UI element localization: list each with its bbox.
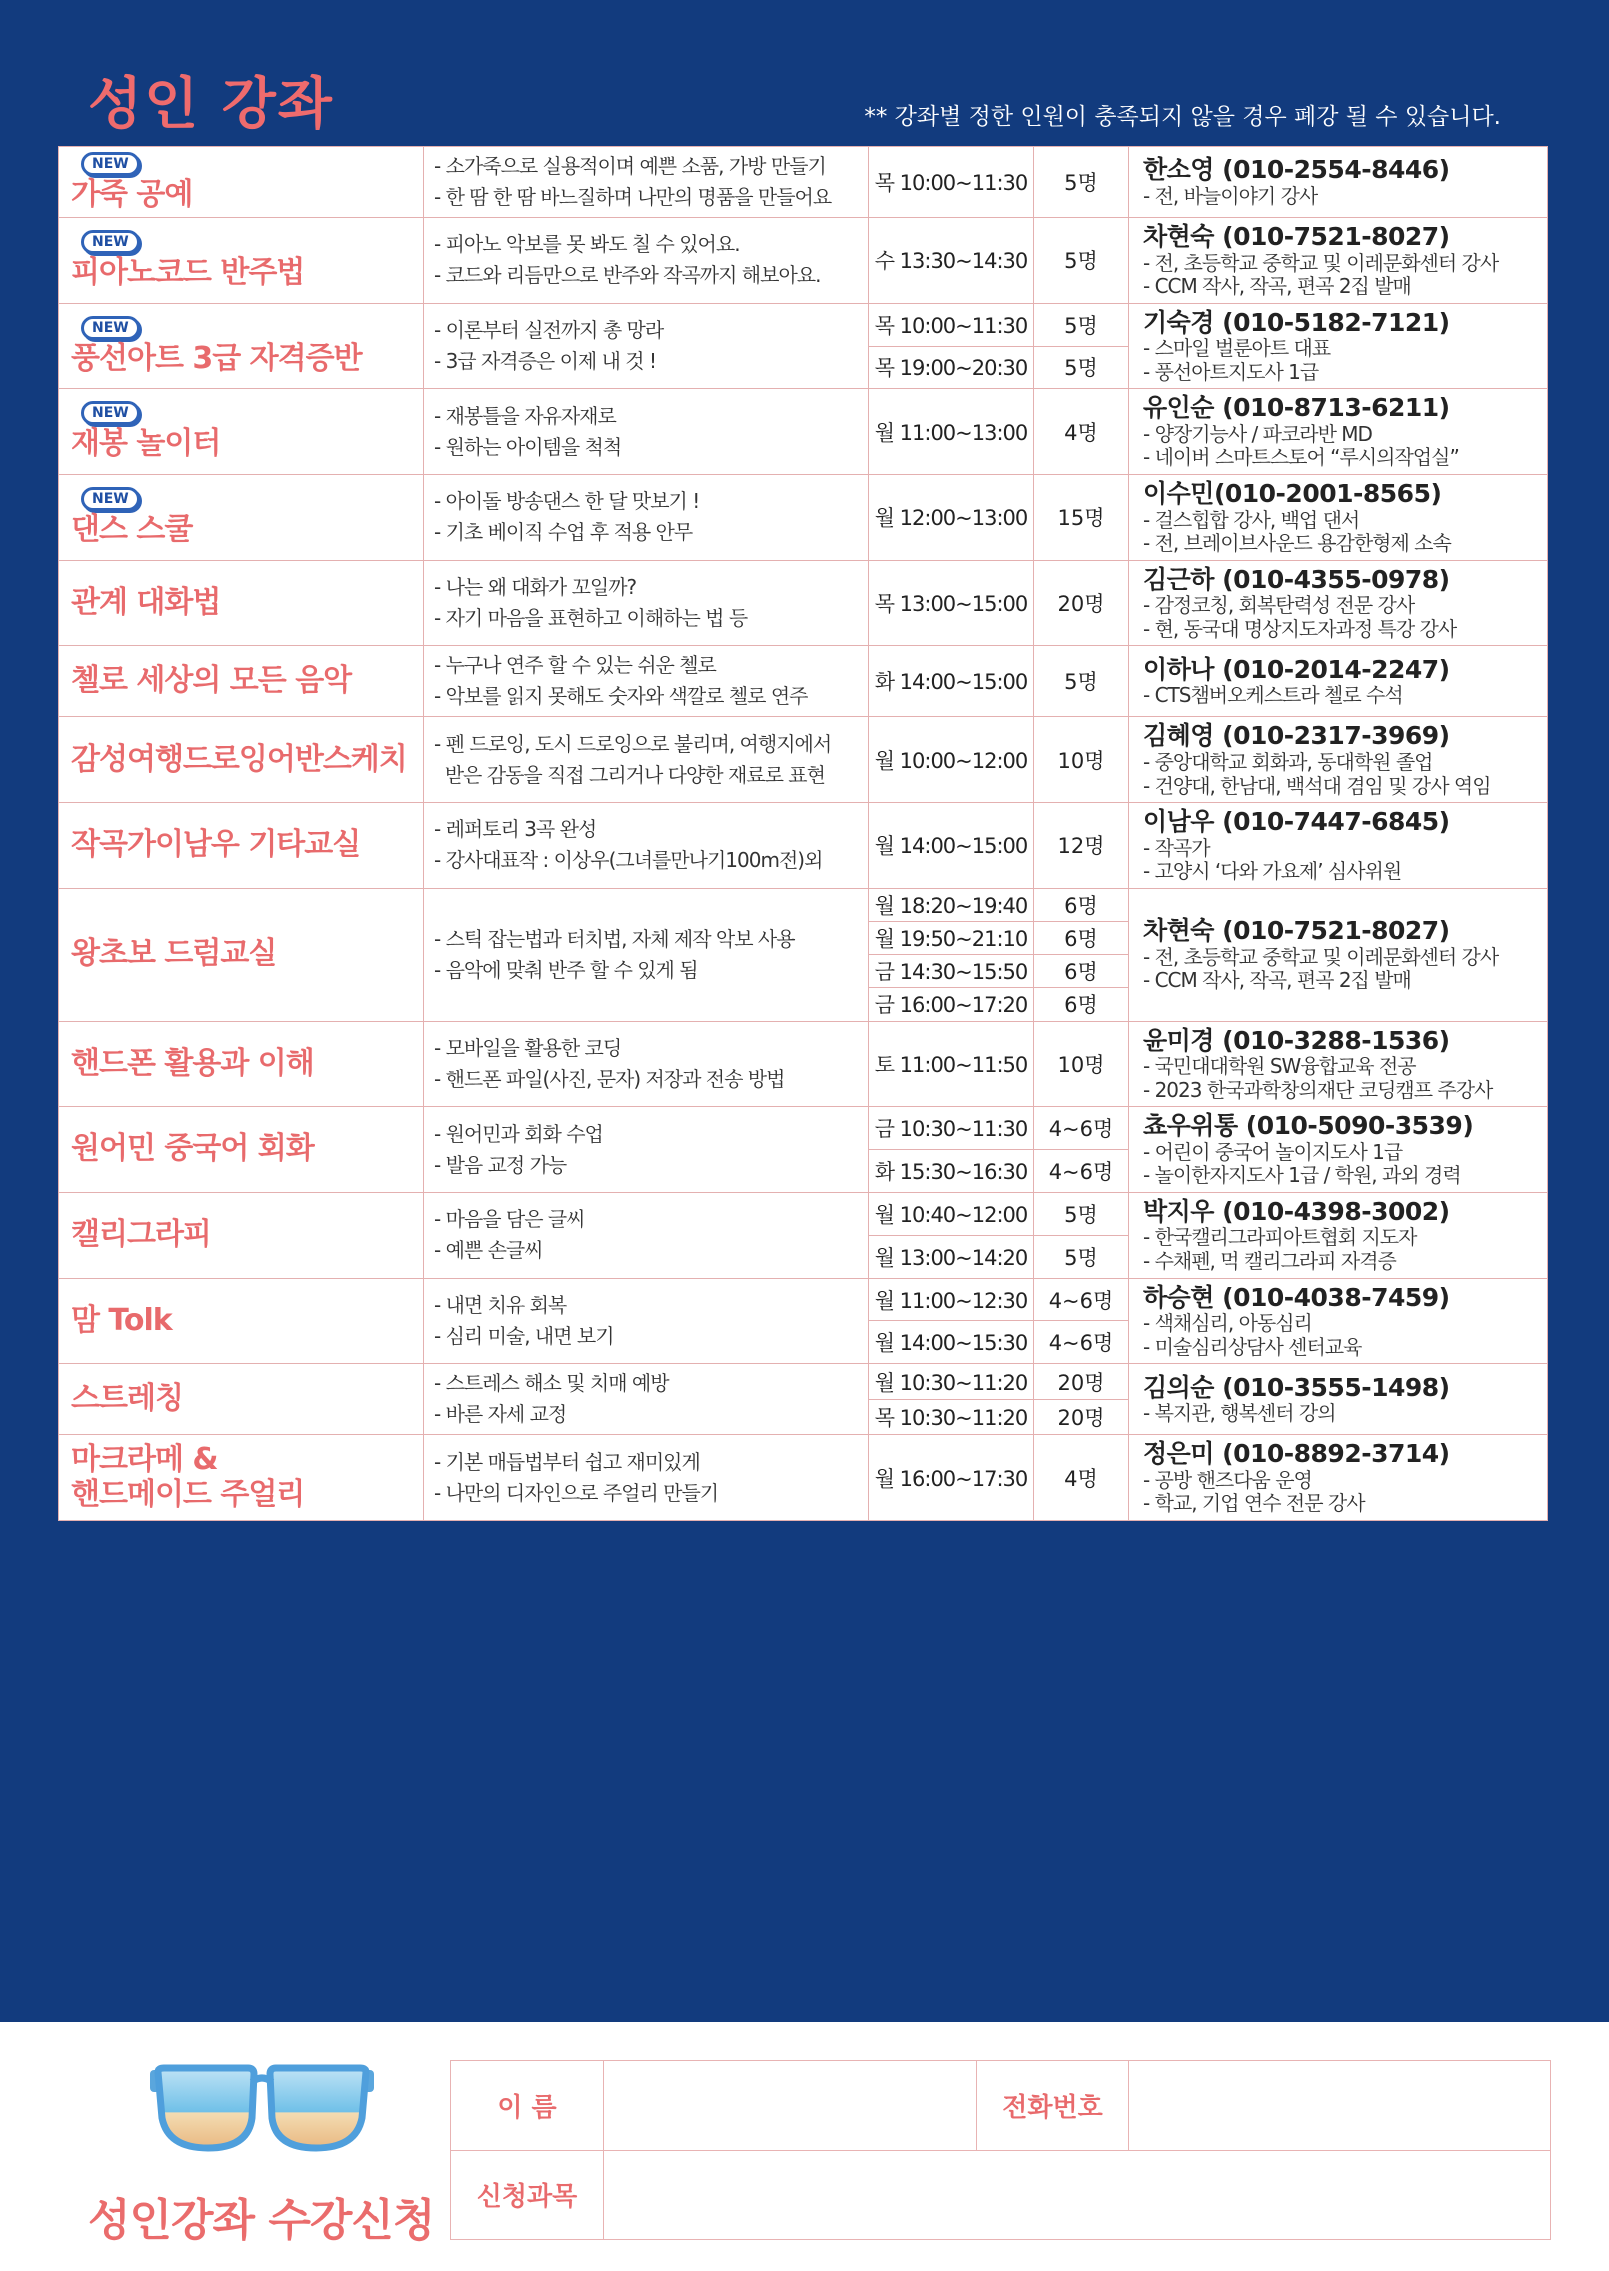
course-name: 풍선아트 3급 자격증반 [71, 340, 362, 376]
description-line: - 펜 드로잉, 도시 드로잉으로 불리며, 여행지에서 [434, 731, 832, 756]
new-badge: NEW [81, 152, 140, 176]
course-description [424, 1364, 869, 1435]
description-line: - 재봉틀을 자유자재로 [434, 403, 616, 428]
instructor-career: - 중앙대학교 회화과, 동대학원 졸업 [1143, 749, 1433, 774]
name-label: 이 름 [451, 2061, 604, 2151]
instructor-name: 이남우 (010-7447-6845) [1143, 807, 1450, 837]
description-line: - 자기 마음을 표현하고 이해하는 법 등 [434, 606, 748, 631]
course-name: 스트레칭 [71, 1381, 183, 1417]
course-name-cell [59, 303, 424, 389]
session-time: 월 14:00~15:30 [869, 1321, 1034, 1364]
instructor-cell [1129, 1435, 1548, 1521]
instructor-career: - 전, 초등학교 중학교 및 이레문화센터 강사 [1143, 944, 1499, 969]
course-name: 캘리그라피 [71, 1217, 211, 1253]
course-name-cell [59, 1107, 424, 1193]
table-row [59, 1021, 1548, 1107]
course-description [424, 560, 869, 646]
new-badge: NEW [81, 487, 140, 511]
table-row [59, 888, 1548, 921]
session-time: 월 12:00~13:00 [869, 475, 1034, 561]
course-name-cell [59, 147, 424, 218]
course-table-body [59, 147, 1548, 1521]
instructor-career: - CCM 작사, 작곡, 편곡 2집 발매 [1143, 274, 1411, 299]
session-time: 화 15:30~16:30 [869, 1150, 1034, 1193]
instructor-name: 김근하 (010-4355-0978) [1143, 564, 1450, 594]
session-capacity: 4~6명 [1034, 1278, 1129, 1321]
instructor-cell [1129, 1364, 1548, 1435]
table-row [59, 1278, 1548, 1321]
instructor-cell [1129, 1107, 1548, 1193]
instructor-career: - 전, 바늘이야기 강사 [1143, 183, 1318, 208]
description-line: - 원하는 아이템을 척척 [434, 434, 622, 459]
session-capacity: 10명 [1034, 1021, 1129, 1107]
table-row [59, 560, 1548, 646]
new-badge: NEW [81, 230, 140, 254]
table-row [59, 303, 1548, 346]
table-row [59, 147, 1548, 218]
instructor-career: - 국민대대학원 SW융합교육 전공 [1143, 1054, 1416, 1079]
description-line: - 내면 치유 회복 [434, 1292, 567, 1317]
sunglasses-icon [148, 2062, 376, 2154]
instructor-name: 유인순 (010-8713-6211) [1143, 393, 1450, 423]
instructor-name: 기숙경 (010-5182-7121) [1143, 307, 1450, 337]
session-time: 화 14:00~15:00 [869, 646, 1034, 717]
description-line: - 레퍼토리 3곡 완성 [434, 817, 597, 842]
session-capacity: 6명 [1034, 922, 1129, 955]
table-row [59, 389, 1548, 475]
session-capacity: 15명 [1034, 475, 1129, 561]
phone-label: 전화번호 [977, 2061, 1129, 2151]
description-line: - 기초 베이직 수업 후 적용 안무 [434, 520, 693, 545]
description-line: - 예쁜 손글씨 [434, 1238, 543, 1263]
instructor-name: 윤미경 (010-3288-1536) [1143, 1025, 1450, 1055]
session-capacity: 4명 [1034, 1435, 1129, 1521]
session-capacity: 6명 [1034, 988, 1129, 1021]
session-capacity: 20명 [1034, 1399, 1129, 1435]
table-row [59, 1364, 1548, 1400]
session-time: 월 11:00~12:30 [869, 1278, 1034, 1321]
course-table [58, 146, 1548, 1521]
course-description [424, 389, 869, 475]
description-line: - 스틱 잡는법과 터치법, 자체 제작 악보 사용 [434, 926, 795, 951]
course-name: 댄스 스쿨 [71, 512, 193, 548]
description-line: - 코드와 리듬만으로 반주와 작곡까지 해보아요. [434, 263, 821, 288]
course-description [424, 888, 869, 1021]
session-capacity: 4~6명 [1034, 1321, 1129, 1364]
instructor-career: - 공방 핸즈다움 운영 [1143, 1467, 1312, 1492]
course-description [424, 475, 869, 561]
instructor-cell [1129, 1278, 1548, 1364]
instructor-career: - 전, 초등학교 중학교 및 이레문화센터 강사 [1143, 250, 1499, 275]
instructor-cell [1129, 717, 1548, 803]
session-capacity: 12명 [1034, 803, 1129, 889]
course-name: 마크라메 & [71, 1442, 218, 1478]
instructor-cell [1129, 803, 1548, 889]
description-line: - 핸드폰 파일(사진, 문자) 저장과 전송 방법 [434, 1066, 785, 1091]
description-line: - 강사대표작 : 이상우(그녀를만나기100m전)외 [434, 848, 823, 873]
course-description [424, 1192, 869, 1278]
course-name: 피아노코드 반주법 [71, 255, 305, 291]
course-name: 가죽 공예 [71, 176, 193, 212]
instructor-name: 정은미 (010-8892-3714) [1143, 1439, 1450, 1469]
course-name-cell [59, 803, 424, 889]
session-time: 목 19:00~20:30 [869, 346, 1034, 389]
description-line: - 나는 왜 대화가 꼬일까? [434, 575, 637, 600]
session-capacity: 20명 [1034, 1364, 1129, 1400]
session-capacity: 5명 [1034, 646, 1129, 717]
course-name-cell [59, 1435, 424, 1521]
course-description [424, 717, 869, 803]
course-name: 원어민 중국어 회화 [71, 1131, 314, 1167]
session-time: 금 14:30~15:50 [869, 955, 1034, 988]
description-line: - 이론부터 실전까지 총 망라 [434, 318, 664, 343]
instructor-career: - 2023 한국과학창의재단 코딩캠프 주강사 [1143, 1077, 1493, 1102]
description-line: - 누구나 연주 할 수 있는 쉬운 첼로 [434, 653, 716, 678]
instructor-cell [1129, 1192, 1548, 1278]
instructor-name: 김혜영 (010-2317-3969) [1143, 721, 1450, 751]
instructor-name: 이수민(010-2001-8565) [1143, 479, 1442, 509]
course-name-cell [59, 560, 424, 646]
description-line: - 바른 자세 교정 [434, 1402, 567, 1427]
course-description [424, 1021, 869, 1107]
session-capacity: 5명 [1034, 218, 1129, 304]
instructor-career: - 어린이 중국어 놀이지도사 1급 [1143, 1139, 1403, 1164]
closure-notice: ** 강좌별 정한 인원이 충족되지 않을 경우 폐강 될 수 있습니다. [864, 104, 1501, 130]
instructor-name: 박지우 (010-4398-3002) [1143, 1196, 1450, 1226]
description-line: - 원어민과 회화 수업 [434, 1121, 603, 1146]
instructor-cell [1129, 303, 1548, 389]
instructor-career: - CCM 작사, 작곡, 편곡 2집 발매 [1143, 968, 1411, 993]
instructor-career: - 작곡가 [1143, 835, 1210, 860]
instructor-career: - 걸스힙합 강사, 백업 댄서 [1143, 507, 1360, 532]
instructor-career: - 스마일 벌룬아트 대표 [1143, 336, 1331, 361]
table-row [59, 1435, 1548, 1521]
course-name: 첼로 세상의 모든 음악 [71, 663, 352, 699]
course-name-cell [59, 475, 424, 561]
instructor-career: - 색채심리, 아동심리 [1143, 1311, 1312, 1336]
session-capacity: 6명 [1034, 955, 1129, 988]
course-name-cell [59, 389, 424, 475]
course-name-cell [59, 1192, 424, 1278]
instructor-name: 김의순 (010-3555-1498) [1143, 1372, 1450, 1402]
instructor-career: - 감정코칭, 회복탄력성 전문 강사 [1143, 593, 1415, 618]
course-description [424, 303, 869, 389]
instructor-career: - 수채펜, 먹 캘리그라피 자격증 [1143, 1249, 1396, 1274]
course-description [424, 147, 869, 218]
description-line: - 음악에 맞춰 반주 할 수 있게 됨 [434, 957, 698, 982]
course-name: 관계 대화법 [71, 584, 221, 620]
description-line: - 나만의 디자인으로 주얼리 만들기 [434, 1480, 719, 1505]
session-time: 목 10:00~11:30 [869, 147, 1034, 218]
course-name: 맘 Tolk [71, 1302, 172, 1338]
course-name-cell [59, 717, 424, 803]
course-name-cell [59, 218, 424, 304]
course-description [424, 1107, 869, 1193]
signup-title: 성인강좌 수강신청 [88, 2195, 435, 2246]
session-time: 월 13:00~14:20 [869, 1235, 1034, 1278]
course-name-cell [59, 1021, 424, 1107]
course-label: 신청과목 [451, 2150, 604, 2240]
session-time: 월 10:30~11:20 [869, 1364, 1034, 1400]
session-time: 월 18:20~19:40 [869, 888, 1034, 921]
table-row [59, 475, 1548, 561]
session-time: 목 13:00~15:00 [869, 560, 1034, 646]
instructor-name: 차현숙 (010-7521-8027) [1143, 916, 1450, 946]
description-line: - 마음을 담은 글씨 [434, 1207, 585, 1232]
session-capacity: 4~6명 [1034, 1107, 1129, 1150]
instructor-career: - 학교, 기업 연수 전문 강사 [1143, 1491, 1365, 1516]
instructor-career: - 복지관, 행복센터 강의 [1143, 1401, 1336, 1426]
instructor-name: 하승현 (010-4038-7459) [1143, 1282, 1450, 1312]
course-name-cell [59, 1364, 424, 1435]
instructor-cell [1129, 389, 1548, 475]
instructor-name: 이하나 (010-2014-2247) [1143, 654, 1450, 684]
session-time: 수 13:30~14:30 [869, 218, 1034, 304]
signup-form [450, 2060, 1551, 2240]
session-capacity: 5명 [1034, 346, 1129, 389]
instructor-name: 차현숙 (010-7521-8027) [1143, 222, 1450, 251]
description-line: - 소가죽으로 실용적이며 예쁜 소품, 가방 만들기 [434, 154, 826, 178]
instructor-career: - 미술심리상담사 센터교육 [1143, 1334, 1362, 1359]
description-line: - 아이돌 방송댄스 한 달 맛보기 ! [434, 489, 700, 514]
description-line: - 스트레스 해소 및 치매 예방 [434, 1371, 669, 1396]
instructor-cell [1129, 888, 1548, 1021]
course-description [424, 646, 869, 717]
session-capacity: 5명 [1034, 147, 1129, 218]
course-description [424, 803, 869, 889]
instructor-career: - 한국캘리그라피아트협회 지도자 [1143, 1225, 1417, 1250]
signup-section [0, 2022, 1609, 2271]
instructor-career: - 놀이한자지도사 1급 / 학원, 과외 경력 [1143, 1163, 1461, 1188]
instructor-cell [1129, 147, 1548, 218]
course-description [424, 218, 869, 304]
table-row [59, 717, 1548, 803]
description-line: - 기본 매듭법부터 쉽고 재미있게 [434, 1449, 700, 1474]
course-name-cell [59, 1278, 424, 1364]
table-row [59, 803, 1548, 889]
table-row [59, 1192, 1548, 1235]
course-field[interactable] [604, 2150, 1551, 2240]
course-name-cell [59, 888, 424, 1021]
session-capacity: 5명 [1034, 303, 1129, 346]
course-name: 핸드폰 활용과 이해 [71, 1045, 314, 1081]
instructor-career: - 네이버 스마트스토어 “루시의작업실” [1143, 445, 1459, 470]
instructor-career: - 현, 동국대 명상지도자과정 특강 강사 [1143, 616, 1457, 641]
instructor-name: 한소영 (010-2554-8446) [1143, 155, 1450, 185]
session-capacity: 10명 [1034, 717, 1129, 803]
course-description [424, 1278, 869, 1364]
course-name: 감성여행드로잉어반스케치 [71, 741, 407, 777]
course-name: 작곡가이남우 기타교실 [71, 827, 361, 863]
description-line: - 악보를 읽지 못해도 숫자와 색깔로 첼로 연주 [434, 684, 808, 709]
name-field[interactable] [604, 2061, 977, 2151]
description-line: - 모바일을 활용한 코딩 [434, 1035, 622, 1060]
description-line: 받은 감동을 직접 그리거나 다양한 재료로 표현 [434, 762, 825, 787]
session-time: 월 10:40~12:00 [869, 1192, 1034, 1235]
instructor-cell [1129, 1021, 1548, 1107]
instructor-name: 쵸우위통 (010-5090-3539) [1143, 1111, 1474, 1141]
session-time: 월 14:00~15:00 [869, 803, 1034, 889]
session-time: 월 19:50~21:10 [869, 922, 1034, 955]
new-badge: NEW [81, 401, 140, 425]
session-time: 목 10:30~11:20 [869, 1399, 1034, 1435]
session-time: 토 11:00~11:50 [869, 1021, 1034, 1107]
session-capacity: 4명 [1034, 389, 1129, 475]
session-time: 목 10:00~11:30 [869, 303, 1034, 346]
course-name: 왕초보 드럼교실 [71, 936, 277, 972]
course-name: 재봉 놀이터 [71, 426, 221, 462]
session-capacity: 20명 [1034, 560, 1129, 646]
table-row [59, 1107, 1548, 1150]
course-name-cell [59, 646, 424, 717]
session-capacity: 5명 [1034, 1192, 1129, 1235]
instructor-career: - 양장기능사 / 파코라반 MD [1143, 421, 1372, 446]
instructor-career: - 건양대, 한남대, 백석대 겸임 및 강사 역임 [1143, 773, 1491, 798]
session-time: 금 16:00~17:20 [869, 988, 1034, 1021]
session-time: 월 16:00~17:30 [869, 1435, 1034, 1521]
instructor-career: - 고양시 ‘다와 가요제’ 심사위원 [1143, 859, 1402, 884]
instructor-career: - CTS챔버오케스트라 첼로 수석 [1143, 683, 1403, 708]
session-capacity: 6명 [1034, 888, 1129, 921]
instructor-cell [1129, 560, 1548, 646]
instructor-career: - 풍선아트지도사 1급 [1143, 359, 1319, 384]
session-time: 월 10:00~12:00 [869, 717, 1034, 803]
session-time: 금 10:30~11:30 [869, 1107, 1034, 1150]
description-line: - 심리 미술, 내면 보기 [434, 1323, 614, 1348]
page-title: 성인 강좌 [88, 72, 334, 137]
description-line: - 한 땀 한 땀 바느질하며 나만의 명품을 만들어요 [434, 185, 832, 209]
description-line: - 피아노 악보를 못 봐도 칠 수 있어요. [434, 232, 740, 257]
course-name: 핸드메이드 주얼리 [71, 1476, 305, 1512]
table-row [59, 646, 1548, 717]
session-capacity: 5명 [1034, 1235, 1129, 1278]
phone-field[interactable] [1129, 2061, 1551, 2151]
instructor-cell [1129, 218, 1548, 304]
new-badge: NEW [81, 316, 140, 340]
session-capacity: 4~6명 [1034, 1150, 1129, 1193]
description-line: - 3급 자격증은 이제 내 것 ! [434, 349, 656, 374]
instructor-career: - 전, 브레이브사운드 용감한형제 소속 [1143, 531, 1451, 556]
instructor-cell [1129, 475, 1548, 561]
course-description [424, 1435, 869, 1521]
session-time: 월 11:00~13:00 [869, 389, 1034, 475]
table-row [59, 218, 1548, 304]
description-line: - 발음 교정 가능 [434, 1152, 567, 1177]
instructor-cell [1129, 646, 1548, 717]
